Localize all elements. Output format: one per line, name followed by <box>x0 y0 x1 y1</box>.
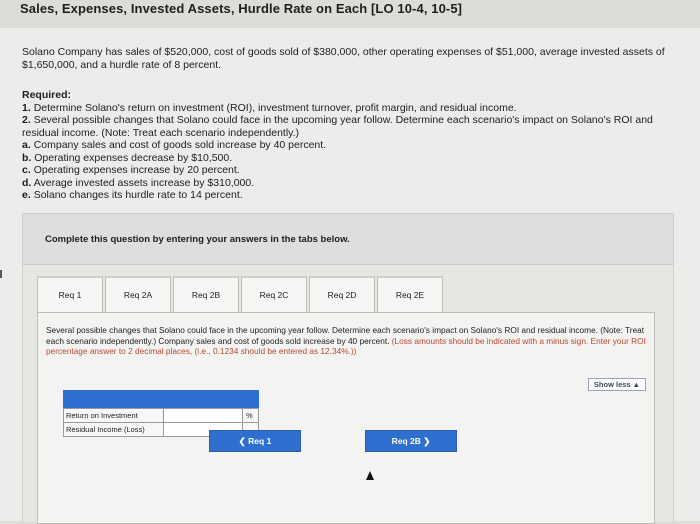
tab-req-2a[interactable]: Req 2A <box>105 276 171 312</box>
scenario-text: Operating expenses increase by 20 percent. <box>33 164 240 176</box>
scenario-a <box>22 139 692 152</box>
required-item-number: 2. <box>22 114 31 126</box>
scenario-text: Solano changes its hurdle rate to 14 percent. <box>33 189 243 201</box>
scenario-d <box>22 177 692 190</box>
tab-req-2d[interactable]: Req 2D <box>309 276 375 312</box>
answer-table-header <box>63 390 259 408</box>
scenario-letter: b. <box>22 151 32 164</box>
tab-req-1[interactable]: Req 1 <box>37 276 103 312</box>
scenario-e <box>22 189 692 202</box>
percent-sign: % <box>246 411 253 420</box>
instructions-main: Several possible changes that Solano could face in the upcoming year follow. Determine each scenario's impact on Solano's ROI and residual income. (Note: Treat each scenario independently.) Company sales and cost of goods sold increase by 40 percent. <box>46 325 645 346</box>
required-item-1 <box>22 102 692 115</box>
edge-marker <box>0 270 2 278</box>
required-heading: Required: <box>22 89 72 101</box>
scenario-c <box>22 164 692 177</box>
answer-row-roi <box>63 408 259 423</box>
scenario-letter: a. <box>22 139 31 151</box>
required-item-number: 1. <box>22 101 31 114</box>
row-label: Return on Investment <box>66 411 138 420</box>
page-title: Sales, Expenses, Invested Assets, Hurdle Rate on Each [LO 10-4, 10-5] <box>20 1 463 16</box>
show-less-button[interactable]: Show less ▲ <box>588 378 646 391</box>
scenario-text: Operating expenses decrease by $10,500. <box>34 151 233 164</box>
scenario-text: Company sales and cost of goods sold increase by 40 percent. <box>33 139 327 151</box>
prev-req-button[interactable]: ❮ Req 1 <box>209 430 301 452</box>
row-label: Residual Income (Loss) <box>66 425 145 434</box>
scenario-letter: c. <box>22 164 31 176</box>
tab-req-2e[interactable]: Req 2E <box>377 276 443 312</box>
required-item-2 <box>22 114 692 139</box>
required-item-text: Determine Solano's return on investment (ROI), investment turnover, profit margin, and residual income. <box>33 101 517 114</box>
scenario-text: Average invested assets increase by $310,000. <box>33 176 255 189</box>
tab-req-2b[interactable]: Req 2B <box>173 276 239 312</box>
instructions <box>46 325 646 357</box>
tab-content <box>37 312 655 524</box>
answer-panel <box>22 213 674 522</box>
problem-statement: Solano Company has sales of $520,000, cost of goods sold of $380,000, other operating expenses of $51,000, average invested assets of $1,650,000, and a hurdle rate of 8 percent. <box>22 46 665 71</box>
required-item-text: Several possible changes that Solano could face in the upcoming year follow. Determine each scenario's impact on Solano's ROI and residual income. (Note: Treat each scenario independently.) <box>22 114 653 139</box>
next-req-button[interactable]: Req 2B ❯ <box>365 430 457 452</box>
question-card <box>0 28 700 521</box>
panel-header <box>23 214 673 265</box>
panel-header-text: Complete this question by entering your answers in the tabs below. <box>45 234 350 245</box>
mouse-cursor-icon <box>366 471 374 480</box>
scenario-b <box>22 152 692 165</box>
scenario-letter: d. <box>22 176 32 189</box>
instructions-note: (Loss amounts should be indicated with a minus sign. Enter your ROI percentage answer to 2 decimal places, (i.e., 0.1234 should be entered as 12.34%.)) <box>46 335 646 356</box>
required-section <box>22 89 692 202</box>
roi-input[interactable] <box>163 408 243 423</box>
scenario-letter: e. <box>22 189 31 201</box>
tab-req-2c[interactable]: Req 2C <box>241 276 307 312</box>
